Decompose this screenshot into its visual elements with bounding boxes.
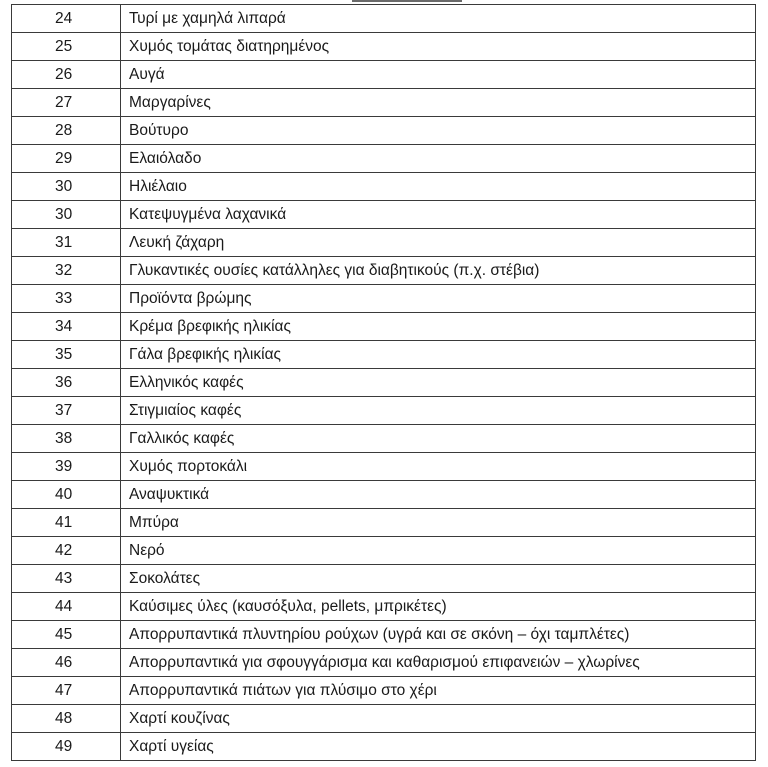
row-number: 31 [12, 229, 121, 257]
row-item: Προϊόντα βρώμης [121, 285, 756, 313]
row-item: Γλυκαντικές ουσίες κατάλληλες για διαβητικούς (π.χ. στέβια) [121, 257, 756, 285]
row-item: Απορρυπαντικά πιάτων για πλύσιμο στο χέρι [121, 677, 756, 705]
table-row [12, 369, 756, 397]
row-number: 37 [12, 397, 121, 425]
row-item: Απορρυπαντικά για σφουγγάρισμα και καθαρισμού επιφανειών – χλωρίνες [121, 649, 756, 677]
table-row [12, 733, 756, 761]
row-number: 32 [12, 257, 121, 285]
row-item: Χαρτί υγείας [121, 733, 756, 761]
row-number: 40 [12, 481, 121, 509]
row-item: Βούτυρο [121, 117, 756, 145]
table-row [12, 313, 756, 341]
row-number: 24 [12, 5, 121, 33]
table-row [12, 341, 756, 369]
row-number: 30 [12, 201, 121, 229]
table-row [12, 705, 756, 733]
row-item: Λευκή ζάχαρη [121, 229, 756, 257]
product-list-table [11, 4, 756, 761]
row-item: Απορρυπαντικά πλυντηρίου ρούχων (υγρά και σε σκόνη – όχι ταμπλέτες) [121, 621, 756, 649]
row-item: Σοκολάτες [121, 565, 756, 593]
row-item: Μπύρα [121, 509, 756, 537]
row-item: Κρέμα βρεφικής ηλικίας [121, 313, 756, 341]
table-row [12, 117, 756, 145]
row-number: 42 [12, 537, 121, 565]
row-number: 49 [12, 733, 121, 761]
table-row [12, 257, 756, 285]
row-number: 48 [12, 705, 121, 733]
row-number: 30 [12, 173, 121, 201]
table-row [12, 649, 756, 677]
row-number: 27 [12, 89, 121, 117]
row-item: Αναψυκτικά [121, 481, 756, 509]
table-row [12, 285, 756, 313]
row-item: Χυμός τομάτας διατηρημένος [121, 33, 756, 61]
table-row [12, 425, 756, 453]
row-number: 38 [12, 425, 121, 453]
row-number: 43 [12, 565, 121, 593]
product-list-body [12, 5, 756, 761]
row-number: 35 [12, 341, 121, 369]
table-row [12, 453, 756, 481]
table-row [12, 397, 756, 425]
row-item: Ελληνικός καφές [121, 369, 756, 397]
table-row [12, 33, 756, 61]
table-row [12, 173, 756, 201]
row-number: 34 [12, 313, 121, 341]
table-row [12, 509, 756, 537]
row-item: Χυμός πορτοκάλι [121, 453, 756, 481]
row-number: 26 [12, 61, 121, 89]
row-number: 47 [12, 677, 121, 705]
row-item: Κατεψυγμένα λαχανικά [121, 201, 756, 229]
table-row [12, 145, 756, 173]
table-row [12, 677, 756, 705]
row-item: Χαρτί κουζίνας [121, 705, 756, 733]
row-item: Νερό [121, 537, 756, 565]
row-number: 33 [12, 285, 121, 313]
row-number: 46 [12, 649, 121, 677]
row-number: 29 [12, 145, 121, 173]
row-item: Στιγμιαίος καφές [121, 397, 756, 425]
row-number: 25 [12, 33, 121, 61]
row-number: 36 [12, 369, 121, 397]
table-row [12, 481, 756, 509]
row-item: Μαργαρίνες [121, 89, 756, 117]
table-row [12, 89, 756, 117]
row-number: 41 [12, 509, 121, 537]
table-row [12, 537, 756, 565]
row-item: Αυγά [121, 61, 756, 89]
row-number: 45 [12, 621, 121, 649]
table-row [12, 565, 756, 593]
table-row [12, 5, 756, 33]
row-number: 39 [12, 453, 121, 481]
row-item: Καύσιμες ύλες (καυσόξυλα, pellets, μπρικέτες) [121, 593, 756, 621]
row-item: Ηλιέλαιο [121, 173, 756, 201]
table-row [12, 593, 756, 621]
table-row [12, 201, 756, 229]
table-row [12, 61, 756, 89]
row-number: 44 [12, 593, 121, 621]
row-number: 28 [12, 117, 121, 145]
table-row [12, 229, 756, 257]
row-item: Τυρί με χαμηλά λιπαρά [121, 5, 756, 33]
page-top-divider [352, 0, 462, 2]
row-item: Γάλα βρεφικής ηλικίας [121, 341, 756, 369]
row-item: Ελαιόλαδο [121, 145, 756, 173]
table-row [12, 621, 756, 649]
row-item: Γαλλικός καφές [121, 425, 756, 453]
